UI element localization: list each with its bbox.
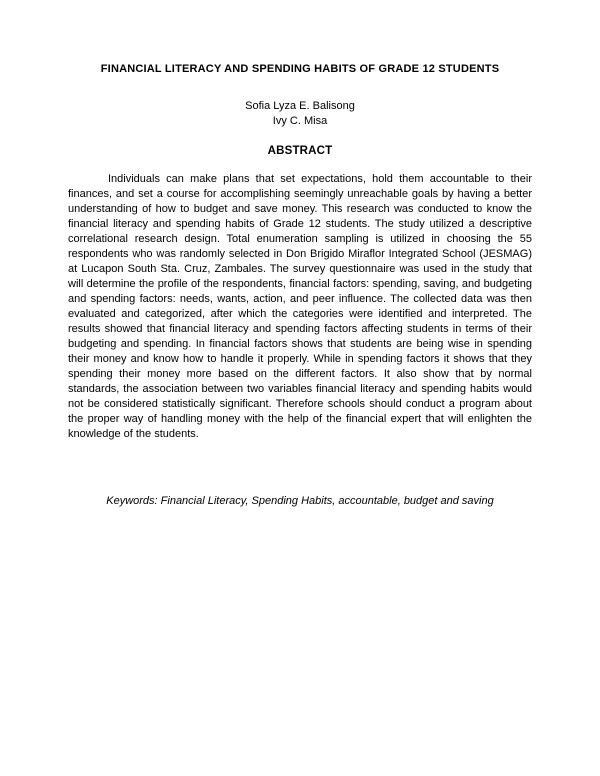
author-name: Sofia Lyza E. Balisong: [245, 100, 355, 112]
abstract-paragraph: Individuals can make plans that set expectations, hold them accountable to their finances, and set a course for accomplishing seemingly unreachable goals by having a better understanding of how to budget and save money. This research was conducted to know the financial literacy and spending habits of Grade 12 students. The study utilized a descriptive correlational research design. Total enumeration sampling is utilized in choosing the 55 respondents who was randomly selected in Don Brigido Miraflor Integrated School (JESMAG) at Lucapon South Sta. Cruz, Zambales. The survey questionnaire was used in the study that will determine the profile of the respondents, financial factors: spending, saving, and budgeting and spending factors: needs, wants, action, and peer influence. The collected data was then evaluated and categorized, after which the categories were identified and interpreted. The results showed that financial literacy and spending factors affecting students in terms of their budgeting and spending. In financial factors shows that students are being wise in spending their money and know how to handle it properly. While in spending factors it shows that they spending their money more based on the different factors. It also show that by normal standards, the association between two variables financial literacy and spending habits would not be considered statistically significant. Therefore schools should conduct a program about the proper way of handling money with the help of the financial expert that will enlighten the knowledge of the students.: [68, 173, 532, 440]
keywords-line: Keywords: Financial Literacy, Spending Habits, accountable, budget and saving: [106, 495, 494, 507]
authors-block: [68, 99, 532, 129]
author-name: Ivy C. Misa: [272, 115, 328, 127]
paper-title: FINANCIAL LITERACY AND SPENDING HABITS OF GRADE 12 STUDENTS: [100, 63, 500, 75]
abstract-heading: ABSTRACT: [267, 145, 333, 157]
